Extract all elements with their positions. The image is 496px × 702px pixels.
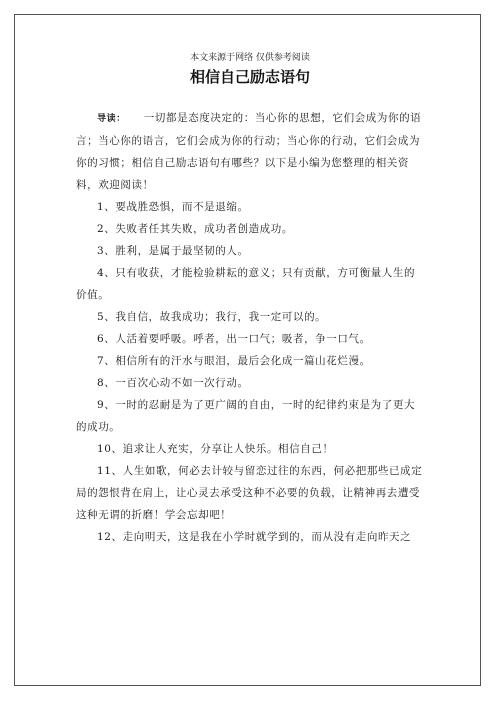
- quote-paragraph: 4、只有收获，才能检验耕耘的意义；只有贡献，方可衡量人生的价值。: [76, 267, 416, 301]
- quote-paragraph: 3、胜利，是属于最坚韧的人。: [97, 245, 249, 257]
- quote-paragraph: 8、一百次心动不如一次行动。: [97, 377, 249, 389]
- intro-label: 导读：: [97, 114, 126, 124]
- quote-paragraph: 2、失败者任其失败，成功者创造成功。: [97, 223, 293, 235]
- document-title: 相信自己励志语句: [189, 68, 310, 86]
- source-note: 本文来源于网络 仅供参考阅读: [190, 53, 310, 63]
- quote-paragraph: 10、追求让人充实，分享让人快乐。相信自己！: [97, 443, 334, 455]
- quote-paragraph: 11、人生如歌，何必去计较与留恋过往的东西，何必把那些已成定局的怨恨背在肩上，让心灵去承受这种不必要的负载，让精神再去遭受这种无谓的折磨！学会忘却吧！: [76, 465, 423, 521]
- intro-text: 一切都是态度决定的：当心你的思想，它们会成为你的语言；当心你的语言，它们会成为你的行动；当心你的行动，它们会成为你的习惯；相信自己励志语句有哪些？以下是小编为您整理的相关资料，欢迎阅读！: [76, 112, 422, 191]
- quote-paragraph: 1、要战胜恐惧，而不是退缩。: [97, 201, 249, 213]
- quote-paragraph: 6、人活着要呼吸。呼者，出一口气；吸者，争一口气。: [97, 333, 371, 345]
- intro-paragraph: [76, 107, 424, 196]
- document-body: [76, 107, 424, 548]
- quote-paragraph: 7、相信所有的汗水与眼泪，最后会化成一篇山花烂漫。: [97, 355, 371, 367]
- quote-paragraph: 5、我自信，故我成功；我行，我一定可以的。: [97, 311, 327, 323]
- quote-paragraph: 12、走向明天，这是我在小学时就学到的，而从没有走向昨天之: [97, 531, 412, 543]
- quote-paragraph: 9、一时的忍耐是为了更广阔的自由，一时的纪律约束是为了更大的成功。: [76, 399, 416, 433]
